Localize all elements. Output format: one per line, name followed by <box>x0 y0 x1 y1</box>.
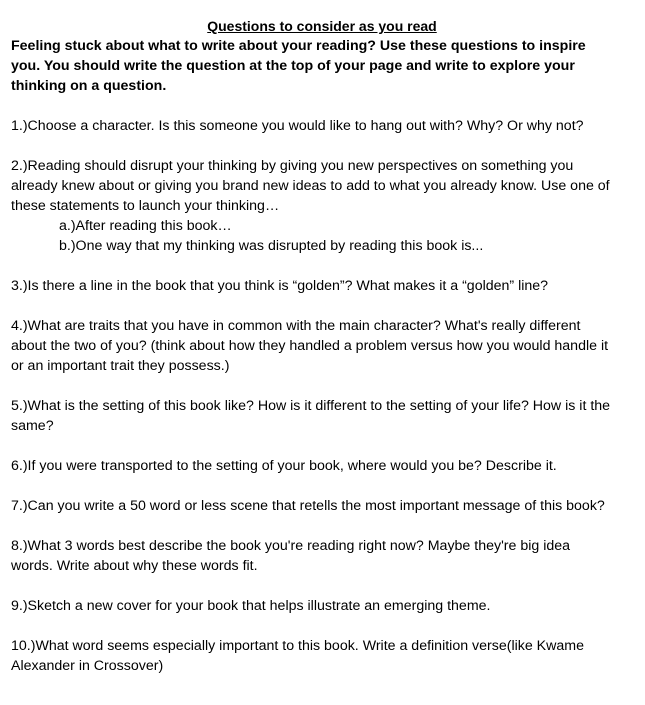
question-item <box>11 316 641 376</box>
question-item <box>11 276 641 296</box>
intro-line: Feeling stuck about what to write about your reading? Use these questions to inspire <box>11 38 586 54</box>
document-page <box>11 16 641 696</box>
intro-line: you. You should write the question at the top of your page and write to explore your <box>11 58 575 74</box>
question-text-line: these statements to launch your thinking… <box>11 198 280 214</box>
sub-prompt-list <box>11 216 641 256</box>
question-item <box>11 596 641 616</box>
question-item <box>11 156 641 256</box>
sub-prompt: b.)One way that my thinking was disrupted by reading this book is... <box>59 238 484 254</box>
question-item <box>11 536 641 576</box>
question-text-line: or an important trait they possess.) <box>11 358 230 374</box>
question-item <box>11 116 641 136</box>
question-item <box>11 396 641 436</box>
question-text-line: 7.)Can you write a 50 word or less scene that retells the most important message of this book? <box>11 498 605 514</box>
question-item <box>11 456 641 476</box>
question-text-line: 10.)What word seems especially important to this book. Write a definition verse(like Kwame <box>11 638 584 654</box>
question-text-line: 5.)What is the setting of this book like? How is it different to the setting of your life? How is it the <box>11 398 611 414</box>
sub-prompt: a.)After reading this book… <box>59 218 232 234</box>
question-text-line: 1.)Choose a character. Is this someone you would like to hang out with? Why? Or why not? <box>11 118 584 134</box>
intro-line: thinking on a question. <box>11 78 167 94</box>
question-item <box>11 636 641 676</box>
question-text-line: 9.)Sketch a new cover for your book that helps illustrate an emerging theme. <box>11 598 491 614</box>
question-text-line: about the two of you? (think about how they handled a problem versus how you would handle it <box>11 338 609 354</box>
question-text-line: same? <box>11 418 54 434</box>
question-text-line: 2.)Reading should disrupt your thinking by giving you new perspectives on something you <box>11 158 574 174</box>
question-item <box>11 496 641 516</box>
question-text-line: 6.)If you were transported to the setting of your book, where would you be? Describe it. <box>11 458 557 474</box>
question-text-line: 8.)What 3 words best describe the book you're reading right now? Maybe they're big idea <box>11 538 571 554</box>
question-text-line: words. Write about why these words fit. <box>11 558 258 574</box>
question-text-line: 4.)What are traits that you have in common with the main character? What's really different <box>11 318 581 334</box>
question-text-line: already knew about or giving you brand new ideas to add to what you already know. Use one of <box>11 178 610 194</box>
question-list <box>11 116 641 676</box>
question-text-line: 3.)Is there a line in the book that you think is “golden”? What makes it a “golden” line? <box>11 278 549 294</box>
intro-paragraph <box>11 36 641 96</box>
page-title: Questions to consider as you read <box>207 18 437 34</box>
question-text-line: Alexander in Crossover) <box>11 658 164 674</box>
